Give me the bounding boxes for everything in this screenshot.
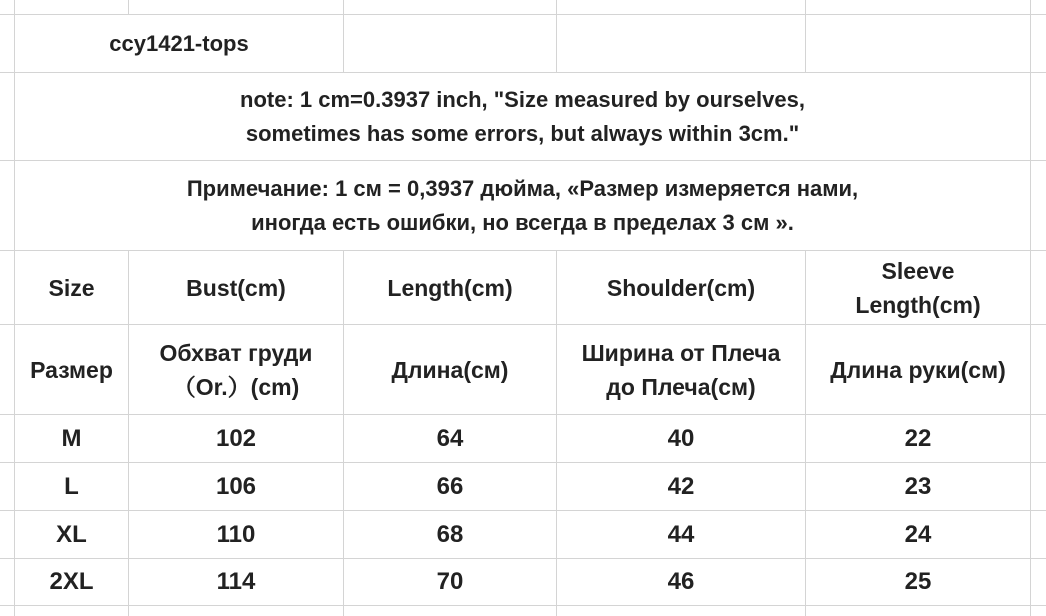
table-row-cell[interactable] — [344, 559, 556, 605]
table-row-cell[interactable] — [129, 511, 343, 558]
bust-value: 114 — [216, 568, 256, 595]
table-row-cell[interactable] — [129, 559, 343, 605]
header-ru-sleeve-length-cell[interactable] — [806, 325, 1030, 414]
header-shoulder-cell[interactable] — [557, 251, 805, 324]
size-value: XL — [56, 520, 87, 548]
note-english-cell[interactable] — [15, 73, 1030, 160]
note-russian: Примечание: 1 см = 0,3937 дюйма, «Размер измеряется нами, иногда есть ошибки, но всегда в пределах 3 см ». — [186, 175, 859, 235]
table-row-cell[interactable] — [557, 463, 805, 510]
product-code-cell[interactable] — [15, 15, 343, 72]
table-row-cell[interactable] — [129, 415, 343, 462]
table-row-cell[interactable] — [806, 415, 1030, 462]
header-shoulder: Shoulder(cm) — [606, 274, 756, 301]
header-length-cell[interactable] — [344, 251, 556, 324]
header-ru-size: Размер — [30, 356, 113, 383]
sleeve-length-value: 23 — [904, 472, 932, 500]
header-ru-shoulder: Ширина от Плеча до Плеча(см) — [581, 339, 781, 400]
header-ru-bust-cell[interactable] — [129, 325, 343, 414]
sleeve-length-value: 22 — [904, 424, 932, 452]
table-row-cell[interactable] — [557, 415, 805, 462]
bust-value: 102 — [215, 424, 257, 452]
product-code: ccy1421-tops — [109, 30, 249, 56]
table-row-cell[interactable] — [15, 463, 128, 510]
table-row-cell[interactable] — [557, 511, 805, 558]
table-row-cell[interactable] — [806, 511, 1030, 558]
shoulder-value: 44 — [667, 520, 695, 548]
table-row-cell[interactable] — [15, 415, 128, 462]
header-ru-bust: Обхват груди （Or.）(cm) — [159, 339, 313, 400]
size-value: 2XL — [49, 568, 94, 595]
length-value: 70 — [436, 568, 464, 595]
shoulder-value: 46 — [667, 568, 695, 595]
table-row-cell[interactable] — [15, 511, 128, 558]
sleeve-length-value: 25 — [904, 568, 932, 595]
table-row-cell[interactable] — [806, 559, 1030, 605]
header-bust: Bust(cm) — [186, 274, 286, 301]
table-row-cell[interactable] — [344, 463, 556, 510]
note-english: note: 1 cm=0.3937 inch, "Size measured by ourselves, sometimes has some errors, but always within 3cm." — [240, 86, 805, 146]
header-size: Size — [48, 274, 95, 301]
table-row-cell[interactable] — [15, 559, 128, 605]
header-ru-size-cell[interactable] — [15, 325, 128, 414]
bust-value: 110 — [216, 520, 256, 548]
size-value: L — [64, 472, 79, 500]
header-ru-length-cell[interactable] — [344, 325, 556, 414]
grid-line — [0, 605, 1046, 606]
header-ru-length: Длина(см) — [391, 356, 509, 383]
table-row-cell[interactable] — [344, 511, 556, 558]
table-row-cell[interactable] — [129, 463, 343, 510]
sleeve-length-value: 24 — [904, 520, 932, 548]
header-sleeve-length: Sleeve Length(cm) — [855, 257, 981, 318]
header-bust-cell[interactable] — [129, 251, 343, 324]
grid-line — [1030, 0, 1031, 616]
table-row-cell[interactable] — [557, 559, 805, 605]
length-value: 68 — [436, 520, 464, 548]
header-sleeve-length-cell[interactable] — [806, 251, 1030, 324]
table-row-cell[interactable] — [806, 463, 1030, 510]
size-value: M — [61, 424, 82, 452]
table-row-cell[interactable] — [344, 415, 556, 462]
shoulder-value: 42 — [667, 472, 695, 500]
note-russian-cell[interactable] — [15, 161, 1030, 250]
header-length: Length(cm) — [387, 274, 513, 301]
header-size-cell[interactable] — [15, 251, 128, 324]
length-value: 64 — [436, 424, 464, 452]
header-ru-sleeve-length: Длина руки(см) — [830, 356, 1006, 383]
shoulder-value: 40 — [667, 424, 695, 452]
header-ru-shoulder-cell[interactable] — [557, 325, 805, 414]
bust-value: 106 — [215, 472, 257, 500]
length-value: 66 — [436, 472, 464, 500]
